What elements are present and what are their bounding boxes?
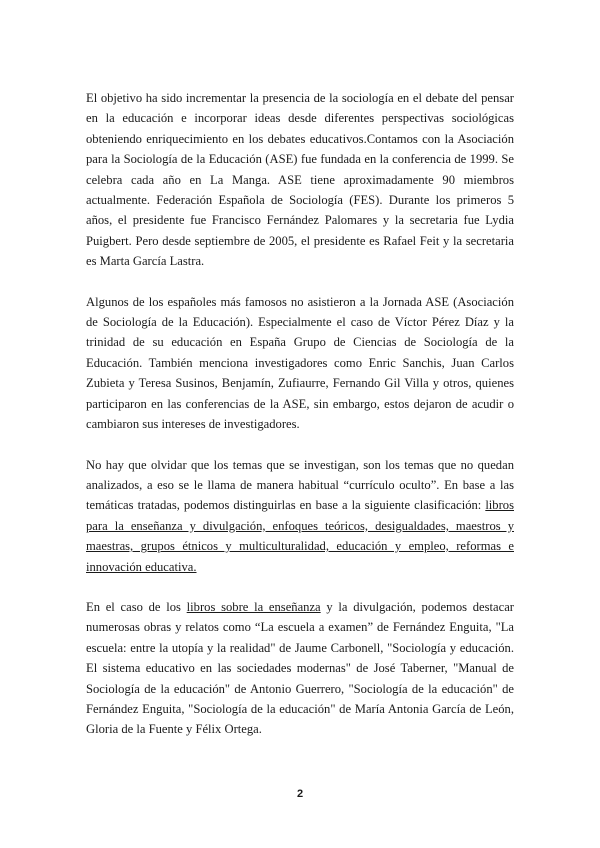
underlined-classification: libros para la enseñanza y divulgación, enfoques teóricos, desigualdades, maestros y maestras, grupos étnicos y multiculturalidad, educación y empleo, reformas e innovación educativa. <box>86 498 514 574</box>
page-number: 2 <box>296 788 304 800</box>
paragraph-text: En el caso de los <box>86 599 187 614</box>
paragraph-text: El objetivo ha sido incrementar la presencia de la sociología en el debate del pensar en la educación e incorporar ideas desde diferentes perspectivas sociológicas obteniendo enriquecimiento en los debates educativos.Contamos con la Asociación para la Sociología de la Educación (ASE) fue fundada en la conferencia de 1999. Se celebra cada año en La Manga. ASE tiene aproximadamente 90 miembros actualmente. Federación Española de Sociología (FES). Durante los primeros 5 años, el presidente fue Francisco Fernández Palomares y la secretaria fue Lydia Puigbert. Pero desde septiembre de 2005, el presidente es Rafael Feit y la secretaria es Marta García Lastra. <box>86 91 514 269</box>
underlined-teaching-books: libros sobre la enseñanza <box>186 599 321 614</box>
paragraph-text: No hay que olvidar que los temas que se investigan, son los temas que no quedan analizados, a eso se le llama de manera habitual “currículo oculto”. En base a las temáticas tratadas, podemos distinguirlas en base a la siguiente clasificación: <box>86 457 514 513</box>
paragraph-spanish-researchers <box>86 292 514 435</box>
paragraph-ase-objective <box>86 88 514 272</box>
paragraph-teaching-books <box>86 597 514 740</box>
paragraph-text: Algunos de los españoles más famosos no asistieron a la Jornada ASE (Asociación de Sociología de la Educación). Especialmente el caso de Víctor Pérez Díaz y la trinidad de su educación en España Grupo de Ciencias de Sociología de la Educación. También menciona investigadores como Enric Sanchis, Juan Carlos Zubieta y Teresa Susinos, Benjamín, Zufiaurre, Fernando Gil Villa y otros, quienes participaron en las conferencias de la ASE, sin embargo, estos dejaron de acudir o cambiaron sus intereses de investigadores. <box>86 294 514 432</box>
document-body <box>86 88 514 760</box>
paragraph-text: y la divulgación, podemos destacar numerosas obras y relatos como “La escuela a examen” de Fernández Enguita, "La escuela: entre la utopía y la realidad" de Jaume Carbonell, "Sociología y educación. El sistema educativo en las sociedades modernas" de José Taberner, "Manual de Sociología de la educación" de Antonio Guerrero, "Sociología de la educación" de Fernández Enguita, "Sociología de la educación" de María Antonia García de León, Gloria de la Fuente y Félix Ortega. <box>86 599 514 737</box>
paragraph-hidden-curriculum <box>86 455 514 577</box>
